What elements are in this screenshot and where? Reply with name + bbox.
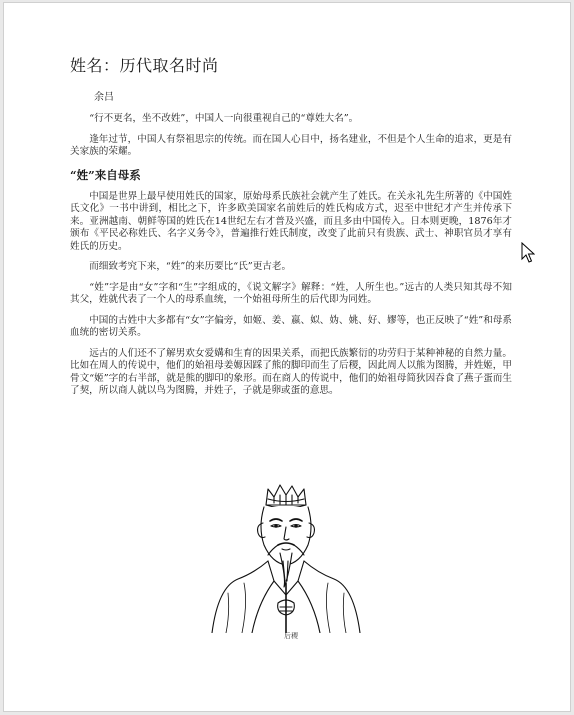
body-paragraph-1: 中国是世界上最早使用姓氏的国家，原始母系氏族社会就产生了姓氏。在关永礼先生所著的《中国姓氏文化》一书中讲到，相比之下，许多欧美国家名前姓后的姓氏构成方式，迟至中世纪才产生并传承下来。亚洲越南、朝鲜等国的姓氏在14世纪左右才普及兴盛，而且多由中国传入。日本则更晚，1876年才颁布《平民必称姓氏、名字义务令》，普遍推行姓氏制度，改变了此前只有贵族、武士、神职官员才享有姓氏的历史。 (70, 190, 512, 252)
body-paragraph-5: 远古的人们还不了解男欢女爱媾和生育的因果关系，而把氏族繁衍的功劳归于某种神秘的自然力量。比如在周人的传说中，他们的始祖母姜嫄因踩了熊的脚印而生了后稷，因此周人以熊为图腾，并姓姬，甲骨文“姬”字的右半部，就是熊的脚印的象形。而在商人的传说中，他们的始祖母简狄因吞食了燕子蛋而生了契，所以商人就以鸟为图腾，并姓子，子就是卵或蛋的意思。 (70, 347, 512, 396)
page-title: 姓名：历代取名时尚 (70, 56, 219, 75)
intro-paragraph-2: 逢年过节，中国人有祭祖思宗的传统。而在国人心目中，扬名建业，不但是个人生命的追求，更是有关家族的荣耀。 (70, 133, 512, 157)
document-page (3, 2, 571, 712)
portrait-illustration (208, 483, 364, 633)
body-paragraph-4: 中国的古姓中大多都有“女”字偏旁，如姬、姜、嬴、姒、妫、姚、好、嫪等，也正反映了“姓”和母系血统的密切关系。 (70, 314, 512, 338)
section-heading: “姓”来自母系 (70, 167, 141, 182)
author-name: 余吕 (94, 92, 114, 103)
figure-caption: 后稷 (284, 632, 298, 640)
body-paragraph-2: 而细致考究下来，“姓”的来历要比“氏”更古老。 (89, 261, 292, 272)
intro-paragraph-1: “行不更名，坐不改姓”，中国人一向很重视自己的“尊姓大名”。 (89, 113, 359, 124)
mouse-cursor-icon (521, 242, 535, 264)
body-paragraph-3: “姓”字是由“女”字和“生”字组成的，《说文解字》解释：“姓，人所生也。”远古的人类只知其母不知其父，姓就代表了一个人的母系血统，一个始祖母所生的后代即为同姓。 (70, 281, 512, 305)
document-body (70, 53, 512, 406)
